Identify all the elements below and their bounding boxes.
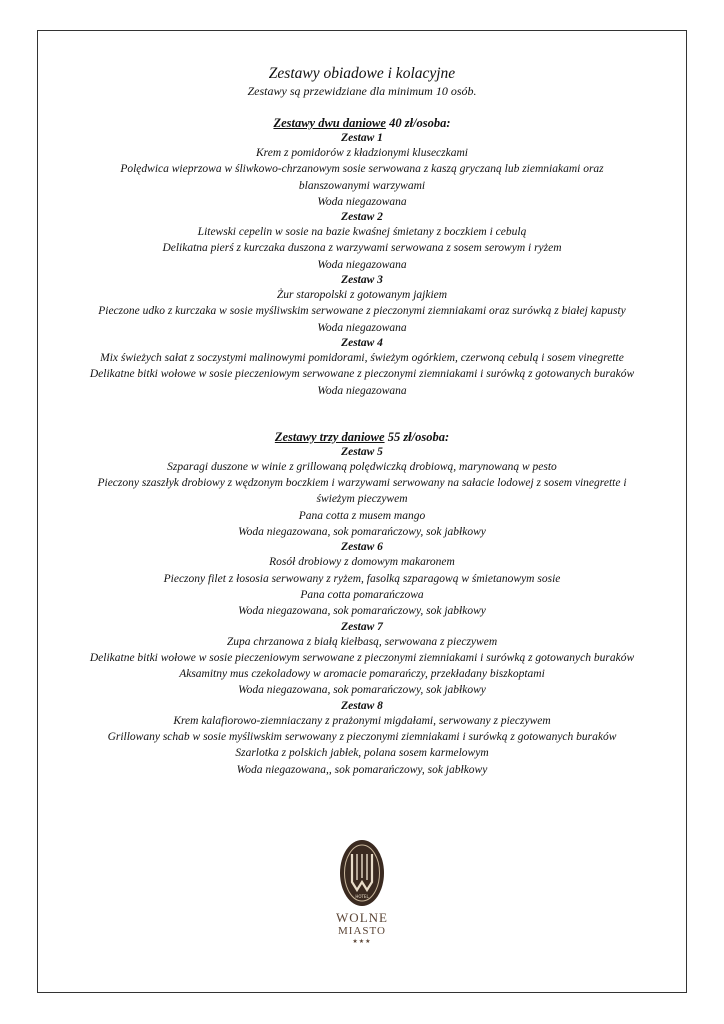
dish-line: blanszowanymi warzywami [298, 179, 426, 192]
dish-line: Pieczony szaszłyk drobiowy z wędzonym boczkiem i warzywami serwowany na sałacie lodowej z sosem vinegrette i [97, 477, 627, 490]
dessert-line: Pana cotta z musem mango [298, 509, 426, 522]
drink-line: Woda niegazowana [317, 384, 407, 397]
rating-stars: ★★★ [352, 938, 372, 945]
drink-line: Woda niegazowana, sok pomarańczowy, sok jabłkowy [238, 605, 486, 618]
drink-line: Woda niegazowana, sok pomarańczowy, sok jabłkowy [238, 526, 486, 539]
menu-content [38, 65, 686, 778]
brand-name-line1: WOLNE [336, 910, 388, 925]
drink-line: Woda niegazowana [317, 195, 407, 208]
section-three-course [38, 429, 686, 778]
set-4 [38, 336, 686, 399]
set-label: Zestaw 8 [341, 699, 383, 712]
set-1 [38, 131, 686, 210]
dish-line: Delikatne bitki wołowe w sosie pieczeniowym serwowane z pieczonymi ziemniakami i surówką z gotowanych buraków [89, 651, 635, 664]
dish-line: Delikatne bitki wołowe w sosie pieczeniowym serwowane z pieczonymi ziemniakami i surówką z gotowanych buraków [89, 368, 635, 381]
set-label: Zestaw 3 [341, 274, 383, 287]
dish-line: Żur staropolski z gotowanym jajkiem [276, 289, 448, 302]
dish-line: Litewski cepelin w sosie na bazie kwaśnej śmietany z boczkiem i cebulą [197, 226, 527, 239]
dish-line: Rosół drobiowy z domowym makaronem [269, 556, 455, 569]
set-label: Zestaw 7 [341, 620, 383, 633]
set-label: Zestaw 1 [341, 132, 383, 144]
set-label: Zestaw 4 [341, 336, 383, 349]
dish-line: Zupa chrzanowa z białą kiełbasą, serwowana z pieczywem [226, 635, 498, 648]
set-5 [38, 445, 686, 540]
dish-line: świeżym pieczywem [316, 493, 408, 506]
set-6 [38, 540, 686, 619]
page-subtitle: Zestawy są przewidziane dla minimum 10 osób. [247, 84, 477, 98]
dish-line: Szparagi duszone w winie z grillowaną polędwiczką drobiową, marynowaną w pesto [167, 460, 557, 473]
dish-line: Krem z pomidorów z kładzionymi kluseczkami [256, 147, 468, 159]
dessert-line: Aksamitny mus czekoladowy w aromacie pomarańczy, przekładany biszkoptami [179, 668, 545, 681]
drink-line: Woda niegazowana [317, 258, 407, 271]
drink-line: Woda niegazowana [317, 321, 407, 334]
set-3 [38, 273, 686, 336]
hotel-logo [38, 838, 686, 946]
dish-line: Mix świeżych sałat z soczystymi malinowymi pomidorami, świeżym ogórkiem, czerwoną cebulą i sosem vinegrette [100, 351, 624, 364]
section-price: 55 zł/osoba: [384, 429, 450, 444]
section-heading-text: Zestawy dwu daniowe [273, 116, 386, 130]
page-title: Zestawy obiadowe i kolacyjne [268, 65, 456, 82]
section-spacer [38, 399, 686, 429]
section-two-course [38, 115, 686, 399]
brand-name-line2: MIASTO [338, 925, 386, 937]
drink-line: Woda niegazowana, sok pomarańczowy, sok jabłkowy [238, 684, 486, 697]
section-price: 40 zł/osoba: [385, 116, 451, 130]
dessert-line: Szarlotka z polskich jabłek, polana sosem karmelowym [235, 747, 489, 760]
emblem-text: HOTEL [355, 894, 369, 899]
dessert-line: Pana cotta pomarańczowa [300, 588, 424, 601]
section-heading [38, 429, 686, 445]
section-heading-text: Zestawy trzy daniowe [274, 429, 385, 444]
hotel-emblem-icon [337, 838, 387, 908]
set-7 [38, 620, 686, 699]
set-label: Zestaw 5 [341, 445, 383, 458]
drink-line: Woda niegazowana,, sok pomarańczowy, sok jabłkowy [236, 763, 488, 776]
dish-line: Pieczony filet z łososia serwowany z ryżem, fasolką szparagową w śmietanowym sosie [163, 572, 561, 585]
dish-line: Delikatna pierś z kurczaka duszona z warzywami serwowana z sosem serowym i ryżem [162, 242, 562, 255]
set-label: Zestaw 2 [341, 211, 383, 224]
page-frame [37, 30, 687, 993]
set-label: Zestaw 6 [341, 541, 383, 554]
dish-line: Pieczone udko z kurczaka w sosie myśliwskim serwowane z pieczonymi ziemniakami oraz surówką z białej kapusty [98, 305, 626, 318]
set-2 [38, 210, 686, 273]
dish-line: Grillowany schab w sosie myśliwskim serwowany z pieczonymi ziemniakami i surówką z gotowanych buraków [107, 731, 617, 744]
dish-line: Krem kalafiorowo-ziemniaczany z prażonymi migdałami, serwowany z pieczywem [173, 714, 551, 727]
set-8 [38, 699, 686, 778]
section-heading [38, 115, 686, 131]
dish-line: Polędwica wieprzowa w śliwkowo-chrzanowym sosie serwowana z kaszą gryczaną lub ziemniakami oraz [120, 163, 604, 176]
